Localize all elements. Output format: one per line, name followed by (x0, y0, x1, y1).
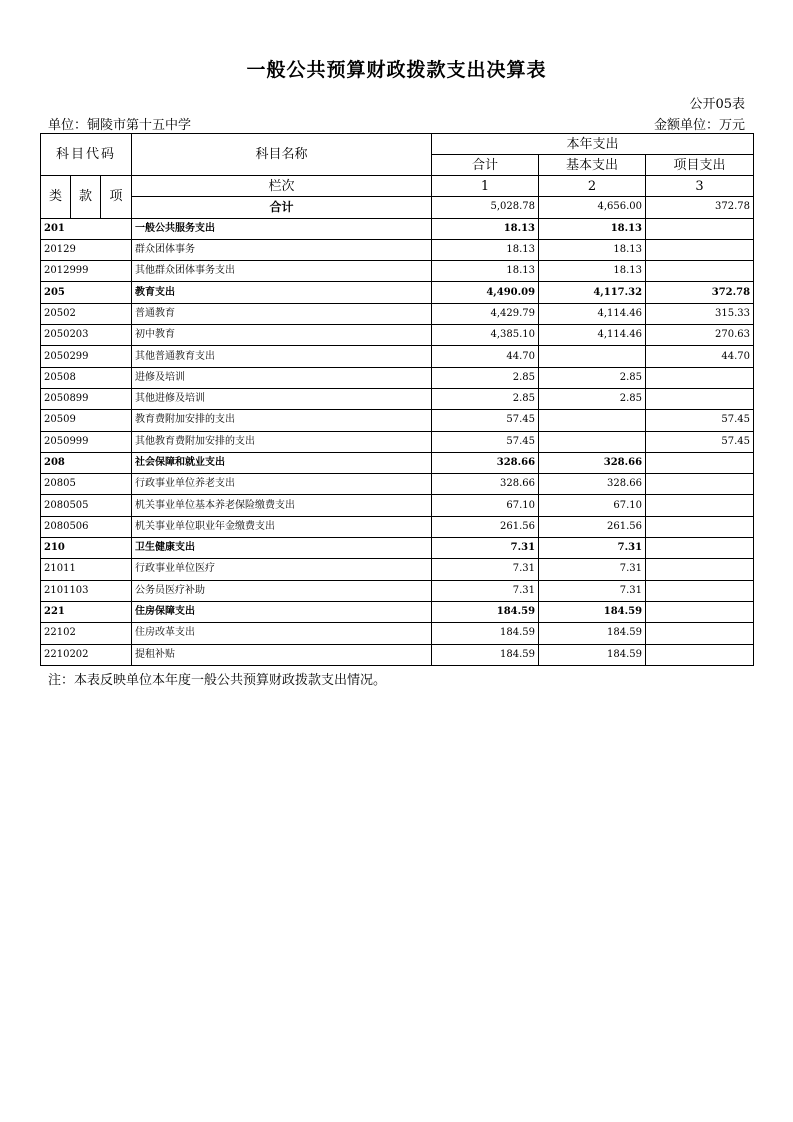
subject-code-cell: 210 (41, 538, 132, 559)
table-row (41, 410, 754, 431)
subject-code-cell: 221 (41, 601, 132, 622)
table-row (41, 282, 754, 303)
project-amount-cell: 270.63 (646, 325, 754, 346)
total-amount-cell: 4,490.09 (432, 282, 539, 303)
xiang-header: 项 (101, 176, 132, 219)
subject-code-cell: 2050999 (41, 431, 132, 452)
total-row (41, 197, 754, 218)
subject-code-cell: 2210202 (41, 644, 132, 665)
total-row-label: 合计 (132, 197, 432, 218)
subject-code-header: 科目代码 (41, 134, 132, 176)
basic-column-header: 基本支出 (539, 155, 646, 176)
basic-amount-cell: 328.66 (539, 452, 646, 473)
subject-code-cell: 2050203 (41, 325, 132, 346)
basic-amount-cell: 4,117.32 (539, 282, 646, 303)
basic-amount-cell: 184.59 (539, 601, 646, 622)
subject-name-cell: 行政事业单位养老支出 (132, 474, 432, 495)
project-column-header: 项目支出 (646, 155, 754, 176)
currency-unit-label: 金额单位：万元 (653, 118, 745, 133)
subject-code-cell: 20502 (41, 303, 132, 324)
subject-name-header: 科目名称 (132, 134, 432, 176)
subject-code-cell: 2080506 (41, 516, 132, 537)
total-amount-cell: 7.31 (432, 538, 539, 559)
column-index-3: 3 (646, 176, 754, 197)
subject-name-cell: 住房保障支出 (132, 601, 432, 622)
total-amount-cell: 261.56 (432, 516, 539, 537)
table-row (41, 580, 754, 601)
basic-amount-cell (539, 346, 646, 367)
project-amount-cell: 372.78 (646, 282, 754, 303)
total-amount-cell: 18.13 (432, 218, 539, 239)
table-row (41, 516, 754, 537)
basic-amount-cell: 18.13 (539, 218, 646, 239)
table-row (41, 261, 754, 282)
table-row (41, 388, 754, 409)
project-amount-cell: 57.45 (646, 431, 754, 452)
table-row (41, 495, 754, 516)
basic-amount-cell (539, 431, 646, 452)
total-amount-cell: 4,385.10 (432, 325, 539, 346)
table-row (41, 644, 754, 665)
subject-code-cell: 20508 (41, 367, 132, 388)
subject-code-cell: 21011 (41, 559, 132, 580)
subject-code-cell: 2101103 (41, 580, 132, 601)
table-row (41, 325, 754, 346)
basic-amount-cell: 328.66 (539, 474, 646, 495)
total-row-total: 5,028.78 (432, 197, 539, 218)
basic-amount-cell: 18.13 (539, 239, 646, 260)
project-amount-cell: 44.70 (646, 346, 754, 367)
subject-code-cell: 205 (41, 282, 132, 303)
total-amount-cell: 7.31 (432, 559, 539, 580)
table-row (41, 303, 754, 324)
subject-name-cell: 社会保障和就业支出 (132, 452, 432, 473)
footnote: 注：本表反映单位本年度一般公共预算财政拨款支出情况。 (48, 673, 387, 688)
subject-code-cell: 208 (41, 452, 132, 473)
total-amount-cell: 57.45 (432, 410, 539, 431)
subject-code-cell: 2012999 (41, 261, 132, 282)
table-row (41, 218, 754, 239)
subject-name-cell: 提租补贴 (132, 644, 432, 665)
table-row (41, 239, 754, 260)
total-amount-cell: 18.13 (432, 261, 539, 282)
table-row (41, 452, 754, 473)
basic-amount-cell: 7.31 (539, 559, 646, 580)
subject-name-cell: 机关事业单位基本养老保险缴费支出 (132, 495, 432, 516)
total-amount-cell: 18.13 (432, 239, 539, 260)
subject-code-cell: 20129 (41, 239, 132, 260)
basic-amount-cell: 4,114.46 (539, 303, 646, 324)
subject-code-cell: 22102 (41, 623, 132, 644)
total-amount-cell: 4,429.79 (432, 303, 539, 324)
subject-name-cell: 群众团体事务 (132, 239, 432, 260)
project-amount-cell (646, 623, 754, 644)
table-row (41, 431, 754, 452)
subject-name-cell: 初中教育 (132, 325, 432, 346)
subject-code-cell: 20805 (41, 474, 132, 495)
table-row (41, 346, 754, 367)
unit-label: 单位：铜陵市第十五中学 (48, 118, 192, 133)
subject-name-cell: 其他群众团体事务支出 (132, 261, 432, 282)
total-amount-cell: 67.10 (432, 495, 539, 516)
lei-header: 类 (41, 176, 71, 219)
expenditure-table (40, 133, 754, 666)
subject-code-cell: 2050299 (41, 346, 132, 367)
total-amount-cell: 328.66 (432, 474, 539, 495)
project-amount-cell (646, 218, 754, 239)
project-amount-cell: 57.45 (646, 410, 754, 431)
subject-code-cell: 20509 (41, 410, 132, 431)
project-amount-cell (646, 644, 754, 665)
subject-name-cell: 教育费附加安排的支出 (132, 410, 432, 431)
total-amount-cell: 2.85 (432, 388, 539, 409)
project-amount-cell (646, 516, 754, 537)
subject-name-cell: 机关事业单位职业年金缴费支出 (132, 516, 432, 537)
subject-name-cell: 教育支出 (132, 282, 432, 303)
column-index-label: 栏次 (132, 176, 432, 197)
basic-amount-cell: 7.31 (539, 538, 646, 559)
table-row (41, 623, 754, 644)
header-row-1 (41, 134, 754, 155)
subject-code-cell: 201 (41, 218, 132, 239)
column-index-2: 2 (539, 176, 646, 197)
subject-name-cell: 公务员医疗补助 (132, 580, 432, 601)
total-amount-cell: 2.85 (432, 367, 539, 388)
header-row-3 (41, 176, 754, 197)
subject-name-cell: 其他教育费附加安排的支出 (132, 431, 432, 452)
year-expenditure-header: 本年支出 (432, 134, 754, 155)
total-amount-cell: 184.59 (432, 644, 539, 665)
project-amount-cell (646, 601, 754, 622)
subject-name-cell: 行政事业单位医疗 (132, 559, 432, 580)
table-row (41, 367, 754, 388)
project-amount-cell (646, 388, 754, 409)
project-amount-cell (646, 495, 754, 516)
table-row (41, 601, 754, 622)
basic-amount-cell (539, 410, 646, 431)
project-amount-cell (646, 580, 754, 601)
subject-name-cell: 住房改革支出 (132, 623, 432, 644)
project-amount-cell (646, 367, 754, 388)
total-amount-cell: 328.66 (432, 452, 539, 473)
kuan-header: 款 (71, 176, 101, 219)
project-amount-cell (646, 452, 754, 473)
table-row (41, 559, 754, 580)
subject-name-cell: 普通教育 (132, 303, 432, 324)
project-amount-cell (646, 261, 754, 282)
subject-name-cell: 卫生健康支出 (132, 538, 432, 559)
table-row (41, 538, 754, 559)
column-index-1: 1 (432, 176, 539, 197)
basic-amount-cell: 184.59 (539, 623, 646, 644)
basic-amount-cell: 18.13 (539, 261, 646, 282)
subject-name-cell: 一般公共服务支出 (132, 218, 432, 239)
total-row-basic: 4,656.00 (539, 197, 646, 218)
subject-code-cell: 2050899 (41, 388, 132, 409)
total-amount-cell: 184.59 (432, 623, 539, 644)
project-amount-cell (646, 239, 754, 260)
basic-amount-cell: 67.10 (539, 495, 646, 516)
total-amount-cell: 7.31 (432, 580, 539, 601)
form-number: 公开05表 (689, 97, 745, 112)
subject-name-cell: 其他进修及培训 (132, 388, 432, 409)
project-amount-cell: 315.33 (646, 303, 754, 324)
basic-amount-cell: 261.56 (539, 516, 646, 537)
basic-amount-cell: 2.85 (539, 388, 646, 409)
project-amount-cell (646, 559, 754, 580)
basic-amount-cell: 7.31 (539, 580, 646, 601)
project-amount-cell (646, 538, 754, 559)
total-amount-cell: 44.70 (432, 346, 539, 367)
basic-amount-cell: 2.85 (539, 367, 646, 388)
total-amount-cell: 184.59 (432, 601, 539, 622)
total-amount-cell: 57.45 (432, 431, 539, 452)
total-row-project: 372.78 (646, 197, 754, 218)
subject-name-cell: 其他普通教育支出 (132, 346, 432, 367)
project-amount-cell (646, 474, 754, 495)
table-row (41, 474, 754, 495)
subject-name-cell: 进修及培训 (132, 367, 432, 388)
basic-amount-cell: 4,114.46 (539, 325, 646, 346)
subject-code-cell: 2080505 (41, 495, 132, 516)
total-column-header: 合计 (432, 155, 539, 176)
basic-amount-cell: 184.59 (539, 644, 646, 665)
page-title: 一般公共预算财政拨款支出决算表 (246, 59, 547, 81)
